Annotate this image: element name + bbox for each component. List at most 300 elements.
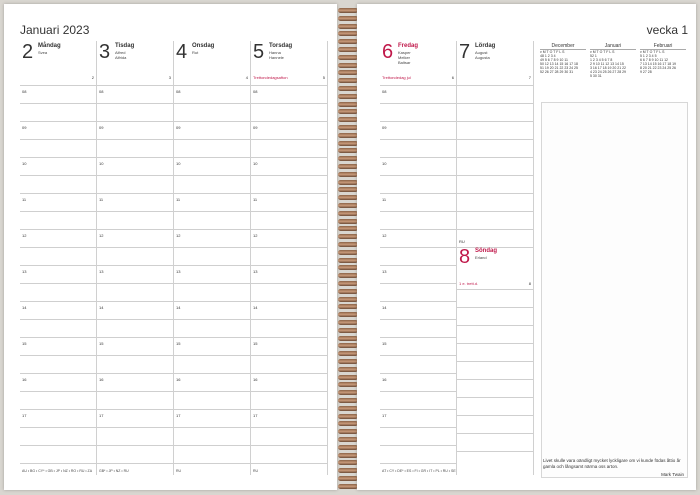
writing-line (457, 157, 533, 158)
writing-line (251, 85, 327, 86)
writing-line (380, 247, 456, 248)
spiral-coil (338, 39, 358, 44)
writing-line (174, 445, 250, 446)
writing-line (457, 415, 533, 416)
writing-line (20, 409, 96, 410)
hour-label: 11 (22, 197, 27, 202)
writing-line (457, 85, 533, 86)
name-days (115, 50, 126, 60)
spiral-coil (338, 320, 358, 325)
spiral-coil (338, 265, 358, 270)
hour-label: 15 (99, 341, 104, 346)
name-day: Alfrida (115, 55, 127, 60)
writing-line (20, 121, 96, 122)
spiral-coil (338, 429, 358, 434)
writing-line (457, 229, 533, 230)
hour-label: 13 (253, 269, 258, 274)
writing-line (174, 193, 250, 194)
spiral-coil (338, 258, 358, 263)
writing-line (97, 283, 173, 284)
hour-label: 16 (176, 377, 181, 382)
day-name: Tisdag (115, 43, 135, 49)
day-name: Onsdag (192, 43, 215, 49)
spiral-coil (338, 211, 358, 216)
hour-label: 13 (382, 269, 387, 274)
writing-line (97, 337, 173, 338)
writing-line (251, 247, 327, 248)
writing-line (380, 409, 456, 410)
day-header (20, 41, 96, 85)
spiral-coil (338, 437, 358, 442)
mini-calendar-title: December (540, 43, 586, 50)
writing-line (251, 319, 327, 320)
spiral-coil (338, 24, 358, 29)
day-column-6 (380, 41, 457, 475)
spiral-coil (338, 133, 358, 138)
day-number: 7 (459, 41, 471, 63)
name-day: Alfred (115, 50, 126, 55)
hour-label: 11 (253, 197, 258, 202)
hour-label: 11 (176, 197, 181, 202)
day-index: 5 (322, 75, 325, 80)
writing-line (251, 409, 327, 410)
hour-label: 12 (253, 233, 258, 238)
writing-line (97, 247, 173, 248)
hour-label: 10 (176, 161, 181, 166)
writing-line (380, 283, 456, 284)
spiral-coil (338, 367, 358, 372)
writing-line (380, 175, 456, 176)
notes-area[interactable] (541, 102, 688, 478)
writing-line (20, 337, 96, 338)
writing-line (380, 445, 456, 446)
spiral-coil (338, 63, 358, 68)
writing-line (174, 247, 250, 248)
spiral-coil (338, 460, 358, 465)
spiral-coil (338, 273, 358, 278)
spiral-coil (338, 484, 358, 489)
hour-label: 14 (382, 305, 387, 310)
day-number: 5 (253, 41, 265, 63)
spiral-coil (338, 289, 358, 294)
writing-line (174, 175, 250, 176)
hour-label: 16 (22, 377, 27, 382)
mini-calendar-row: 2 9 10 11 12 13 14 15 (590, 62, 624, 66)
spiral-binding (336, 4, 358, 490)
spiral-coil (338, 281, 358, 286)
week-title: vecka 1 (646, 23, 688, 37)
hour-label: 14 (253, 305, 258, 310)
writing-line (380, 355, 456, 356)
writing-line (251, 193, 327, 194)
writing-line (251, 121, 327, 122)
writing-line (457, 397, 533, 398)
spiral-coil (338, 359, 358, 364)
day-name: Torsdag (269, 43, 293, 49)
hour-label: 12 (99, 233, 104, 238)
writing-line (174, 121, 250, 122)
name-day: Svea (38, 50, 48, 55)
writing-line (97, 193, 173, 194)
mini-calendar-row: 7 13 14 15 16 17 18 19 (640, 62, 677, 66)
day-index: 6 (451, 75, 454, 80)
hour-label: 16 (99, 377, 104, 382)
holiday-countries: AU • BG • CY* • GB • JP • NZ • RO • RU • ZA (22, 469, 93, 473)
day-header (97, 41, 173, 85)
hour-label: 09 (22, 125, 27, 130)
writing-line (97, 103, 173, 104)
spiral-coil (338, 31, 358, 36)
spiral-coil (338, 187, 358, 192)
writing-line (97, 319, 173, 320)
spiral-coil (338, 390, 358, 395)
writing-line (20, 175, 96, 176)
hour-label: 17 (253, 413, 258, 418)
spiral-coil (338, 47, 358, 52)
hour-label: 14 (22, 305, 27, 310)
special-day: Trettondedag jul (382, 75, 411, 80)
writing-line (97, 427, 173, 428)
writing-line (457, 139, 533, 140)
day-header (251, 41, 327, 85)
day-number: 4 (176, 41, 188, 63)
day-index: 3 (168, 75, 171, 80)
name-days (475, 50, 490, 60)
writing-line (97, 211, 173, 212)
name-day: Melker (398, 55, 411, 60)
spiral-coil (338, 242, 358, 247)
spiral-coil (338, 312, 358, 317)
spiral-coil (338, 102, 358, 107)
name-day: Rut (192, 50, 199, 55)
mini-calendar-row: 3 16 17 18 19 20 21 22 (590, 66, 627, 70)
day-index: 2 (91, 75, 94, 80)
writing-line (20, 139, 96, 140)
writing-line (20, 247, 96, 248)
day-index: 4 (245, 75, 248, 80)
writing-line (97, 391, 173, 392)
day-header (174, 41, 250, 85)
holiday-countries: AT • CY • DE* • ES • FI • GR • IT • PL • RU • SE (382, 469, 456, 473)
writing-line (20, 445, 96, 446)
mini-calendar-title: Februari (640, 43, 686, 50)
hour-label: 12 (22, 233, 27, 238)
writing-line (20, 211, 96, 212)
mini-calendar-row: 1 2 3 4 5 6 7 8 (590, 58, 613, 62)
writing-line (20, 283, 96, 284)
mini-calendar-row: 48 1 2 3 4 (540, 54, 556, 58)
writing-line (174, 409, 250, 410)
name-day: August (475, 50, 488, 55)
writing-line (251, 391, 327, 392)
name-day: Augusta (475, 55, 490, 60)
mini-calendar-row: 51 19 20 21 22 23 24 25 (540, 66, 578, 70)
writing-line (20, 319, 96, 320)
hour-label: 09 (99, 125, 104, 130)
spiral-coil (338, 351, 358, 356)
writing-line (97, 373, 173, 374)
writing-line (97, 229, 173, 230)
spiral-coil (338, 55, 358, 60)
day-name: Måndag (38, 43, 61, 49)
spiral-coil (338, 398, 358, 403)
hour-label: 09 (253, 125, 258, 130)
writing-line (20, 373, 96, 374)
writing-line (380, 463, 456, 464)
mini-calendar-row: 4 23 24 25 26 27 28 29 (590, 70, 627, 74)
hour-label: 08 (22, 89, 27, 94)
writing-line (457, 343, 533, 344)
writing-line (251, 229, 327, 230)
writing-line (251, 157, 327, 158)
spiral-coil (338, 203, 358, 208)
right-page (357, 4, 696, 490)
writing-line (380, 391, 456, 392)
hour-label: 15 (382, 341, 387, 346)
writing-line (251, 427, 327, 428)
writing-line (251, 373, 327, 374)
hour-label: 09 (382, 125, 387, 130)
writing-line (174, 337, 250, 338)
writing-line (97, 121, 173, 122)
writing-line (380, 265, 456, 266)
hour-label: 10 (99, 161, 104, 166)
writing-line (457, 451, 533, 452)
mini-calendar-row: 8 20 21 22 23 24 25 26 (640, 66, 677, 70)
mini-calendar-row: 6 6 7 8 9 10 11 12 (640, 58, 668, 62)
sunday-number: 8 (459, 246, 471, 268)
mini-calendar-december (540, 43, 586, 74)
writing-line (174, 301, 250, 302)
writing-line (251, 265, 327, 266)
spiral-coil (338, 94, 358, 99)
writing-line (174, 103, 250, 104)
name-days (398, 50, 411, 65)
hour-label: 10 (22, 161, 27, 166)
writing-line (174, 463, 250, 464)
mini-calendar-row: 9 27 28 (640, 70, 652, 74)
writing-line (457, 433, 533, 434)
hour-label: 15 (22, 341, 27, 346)
writing-line (20, 355, 96, 356)
writing-line (97, 265, 173, 266)
hour-label: 08 (176, 89, 181, 94)
day-column-2 (20, 41, 97, 475)
spiral-coil (338, 343, 358, 348)
writing-line (251, 211, 327, 212)
spiral-coil (338, 195, 358, 200)
writing-line (174, 391, 250, 392)
writing-line (380, 427, 456, 428)
writing-line (97, 139, 173, 140)
hour-label: 11 (382, 197, 387, 202)
spiral-coil (338, 164, 358, 169)
holiday-countries: RU (176, 469, 182, 473)
spiral-coil (338, 421, 358, 426)
holiday-countries: GB* • JP • NZ • RU (99, 469, 129, 473)
name-day: Kasper (398, 50, 411, 55)
hour-label: 17 (382, 413, 387, 418)
spiral-coil (338, 78, 358, 83)
spiral-coil (338, 117, 358, 122)
writing-line (20, 265, 96, 266)
writing-line (251, 175, 327, 176)
writing-line (174, 283, 250, 284)
hour-label: 11 (99, 197, 104, 202)
hour-label: 15 (176, 341, 181, 346)
writing-line (251, 301, 327, 302)
spiral-coil (338, 8, 358, 13)
hour-label: 13 (22, 269, 27, 274)
hour-label: 13 (176, 269, 181, 274)
sunday-name: Söndag (475, 248, 497, 254)
name-days (269, 50, 284, 60)
spiral-coil (338, 304, 358, 309)
writing-line (380, 193, 456, 194)
spiral-coil (338, 86, 358, 91)
writing-line (251, 445, 327, 446)
day-name: Lördag (475, 43, 496, 49)
writing-line (20, 301, 96, 302)
writing-line (457, 175, 533, 176)
writing-line (380, 319, 456, 320)
holiday-countries: RU (459, 239, 465, 244)
spiral-coil (338, 148, 358, 153)
writing-line (97, 175, 173, 176)
sunday-name-day: Erland (475, 255, 487, 260)
writing-line (20, 193, 96, 194)
spiral-coil (338, 219, 358, 224)
writing-line (380, 157, 456, 158)
writing-line (457, 103, 533, 104)
hour-label: 14 (176, 305, 181, 310)
day-column-3 (97, 41, 174, 475)
day-header (457, 41, 533, 85)
hour-label: 10 (382, 161, 387, 166)
name-days (192, 50, 198, 55)
day-header (380, 41, 456, 85)
hour-label: 12 (176, 233, 181, 238)
day-index: 7 (528, 75, 531, 80)
name-days (38, 50, 47, 55)
writing-line (380, 373, 456, 374)
writing-line (20, 103, 96, 104)
writing-line (380, 211, 456, 212)
spiral-coil (338, 226, 358, 231)
writing-line (97, 301, 173, 302)
writing-line (97, 409, 173, 410)
writing-line (174, 355, 250, 356)
sunday-special: 1 e. trett.d. (459, 281, 479, 286)
hour-label: 08 (99, 89, 104, 94)
writing-line (380, 337, 456, 338)
spiral-coil (338, 476, 358, 481)
hour-label: 08 (382, 89, 387, 94)
writing-line (20, 157, 96, 158)
writing-line (20, 463, 96, 464)
hour-label: 10 (253, 161, 258, 166)
writing-line (251, 463, 327, 464)
writing-line (97, 445, 173, 446)
hour-label: 13 (99, 269, 104, 274)
mini-calendar-januari (590, 43, 636, 78)
writing-line (97, 463, 173, 464)
holiday-countries: RU (253, 469, 259, 473)
hour-label: 16 (253, 377, 258, 382)
mini-calendar-head: v M T O T F L S (540, 50, 565, 54)
mini-calendar-row: 52 26 27 28 29 30 31 (540, 70, 574, 74)
name-day: Baltsar (398, 60, 411, 65)
spiral-coil (338, 156, 358, 161)
mini-calendar-row: 5 30 31 (590, 74, 602, 78)
hour-label: 08 (253, 89, 258, 94)
writing-line (174, 229, 250, 230)
spiral-coil (338, 180, 358, 185)
special-day: Trettondedagsafton (253, 75, 288, 80)
mini-calendar-row: 5 1 2 3 4 5 (640, 54, 657, 58)
writing-line (174, 85, 250, 86)
writing-line (97, 85, 173, 86)
month-title: Januari 2023 (20, 23, 90, 37)
hour-label: 17 (22, 413, 27, 418)
writing-line (251, 103, 327, 104)
writing-line (251, 337, 327, 338)
spiral-coil (338, 297, 358, 302)
writing-line (380, 121, 456, 122)
name-day: Hannele (269, 55, 284, 60)
quote-text: Livet skulle vara oändligt mycket lyckligare om vi kunde födas åttio år gamla och långsamt närma oss arton. (543, 458, 681, 469)
writing-line (20, 427, 96, 428)
writing-line (380, 85, 456, 86)
spiral-coil (338, 250, 358, 255)
day-number: 2 (22, 41, 34, 63)
day-name: Fredag (398, 43, 419, 49)
writing-line (457, 193, 533, 194)
quote-author: Mark Twain (661, 472, 684, 477)
spiral-coil (338, 336, 358, 341)
writing-line (97, 355, 173, 356)
spiral-coil (338, 141, 358, 146)
writing-line (20, 85, 96, 86)
mini-calendar-februari (640, 43, 686, 74)
mini-calendar-row: 52 1 (590, 54, 597, 58)
spiral-coil (338, 16, 358, 21)
writing-line (457, 325, 533, 326)
spiral-coil (338, 414, 358, 419)
left-page (4, 4, 337, 490)
hour-label: 14 (99, 305, 104, 310)
writing-line (457, 211, 533, 212)
mini-calendar-row: 49 5 6 7 8 9 10 11 (540, 58, 568, 62)
hour-label: 17 (99, 413, 104, 418)
writing-line (174, 139, 250, 140)
mini-calendar-title: Januari (590, 43, 636, 50)
writing-line (20, 391, 96, 392)
writing-line (174, 319, 250, 320)
writing-line (174, 427, 250, 428)
writing-line (457, 121, 533, 122)
day-number: 6 (382, 41, 394, 63)
writing-line (174, 373, 250, 374)
writing-line (457, 361, 533, 362)
spiral-coil (338, 328, 358, 333)
sunday-index: 8 (528, 281, 531, 286)
writing-line (97, 157, 173, 158)
hour-label: 16 (382, 377, 387, 382)
mini-calendar-head: v M T O T F L S (640, 50, 665, 54)
writing-line (174, 157, 250, 158)
day-column-4 (174, 41, 251, 475)
